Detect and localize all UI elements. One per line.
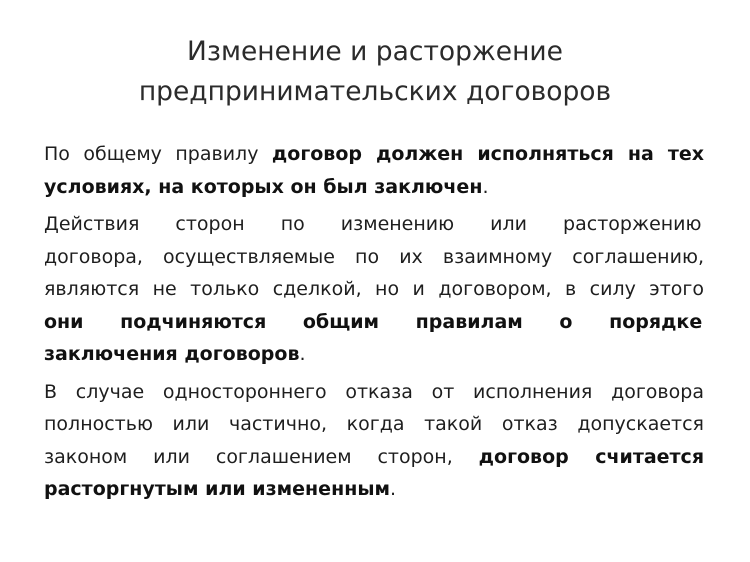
p1-text: По общему правилу [44, 143, 272, 165]
paragraph-2-line-4 [44, 306, 704, 339]
p1-period: . [482, 175, 489, 198]
p1-bold-text-2: условиях, на которых он был заключен [44, 175, 483, 198]
p3-bold-text: договор считается [478, 445, 705, 468]
paragraph-3-line-4 [44, 473, 704, 506]
p2-bold-text: они подчиняются общим правилам о порядке [44, 310, 703, 333]
paragraph-2-line-2: договора, осуществляемые по их взаимному соглашению, [44, 245, 704, 268]
paragraph-2-line-3: являются не только сделкой, но и договором, в силу этого [44, 278, 704, 300]
paragraph-3 [44, 376, 704, 506]
p1-bold-text: договор должен исполняться на тех [271, 143, 705, 165]
p2-period: . [299, 343, 306, 365]
paragraph-1 [44, 138, 704, 203]
paragraph-2 [44, 208, 704, 371]
slide-title [60, 32, 690, 112]
p3-period: . [390, 478, 397, 500]
p2-bold-text-2: заключения договоров [44, 343, 300, 365]
title-line-2: предпринимательских договоров [138, 76, 612, 107]
title-line-1: Изменение и расторжение [187, 36, 563, 67]
paragraph-3-line-1: В случае одностороннего отказа от исполнения договора [44, 380, 704, 403]
paragraph-3-line-2: полностью или частично, когда такой отказ допускается [44, 413, 704, 435]
paragraph-2-line-5 [44, 338, 704, 371]
paragraph-2-line-1: Действия сторон по изменению или расторжению [44, 213, 702, 235]
p3-bold-text-2: расторгнутым или измененным [44, 478, 391, 500]
p3-text: законом или соглашением сторон, [44, 445, 479, 468]
slide-body [44, 138, 704, 511]
paragraph-1-line-1 [44, 138, 704, 171]
paragraph-3-line-3 [44, 441, 704, 474]
paragraph-1-line-2 [44, 171, 704, 204]
